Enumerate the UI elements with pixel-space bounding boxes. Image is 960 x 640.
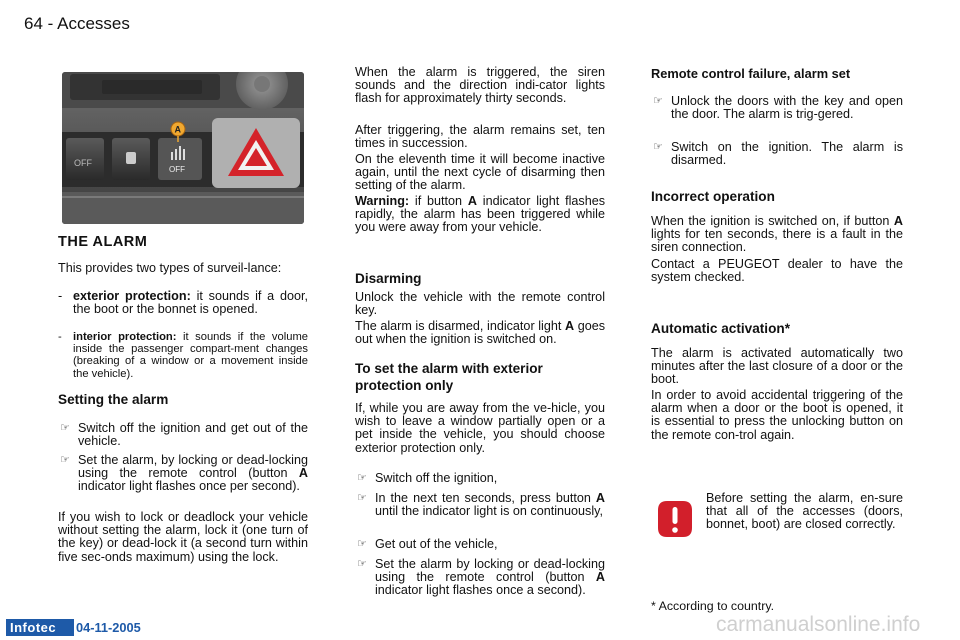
- disarming-para-2: The alarm is disarmed, indicator light A goes out when the ignition is switched on.: [355, 319, 606, 347]
- setting-heading: Setting the alarm: [58, 392, 169, 407]
- incorrect-operation-heading: Incorrect operation: [651, 189, 775, 204]
- setting-paragraph: If you wish to lock or deadlock your vehicle without setting the alarm, lock it (one turn of the key) or dead-lock it (a second turn within five sec-onds maximum) using the lock.: [58, 510, 308, 564]
- hand-pointer-icon: ☞: [357, 538, 367, 550]
- warning-exclamation-icon: [657, 500, 693, 543]
- warning-paragraph: Warning: if button A indicator light flashes rapidly, the alarm has been triggered while you were away from your vehicle.: [355, 194, 606, 235]
- warning-box-text: Before setting the alarm, en-sure that all of the accesses (doors, bonnet, boot) are closed correctly.: [706, 491, 903, 532]
- exterior-only-para: If, while you are away from the ve-hicle, you wish to leave a window partially open or a pet inside the vehicle, you should choose exterior protection only.: [355, 401, 605, 455]
- disarming-heading: Disarming: [355, 271, 422, 286]
- svg-text:OFF: OFF: [74, 158, 92, 168]
- hand-pointer-icon: ☞: [653, 141, 663, 153]
- dashboard-illustration: [62, 72, 304, 224]
- print-date: 04-11-2005: [76, 620, 141, 635]
- watermark: carmanualsonline.info: [716, 613, 921, 636]
- trigger-para-3: On the eleventh time it will become inactive again, until the next cycle of disarming then setting of the alarm.: [355, 152, 605, 193]
- infotec-logo: Infotec: [6, 619, 74, 636]
- incorrect-para-2: Contact a PEUGEOT dealer to have the system checked.: [651, 257, 903, 285]
- remote-failure-heading: Remote control failure, alarm set: [651, 66, 851, 81]
- trigger-para-2: After triggering, the alarm remains set, ten times in succession.: [355, 123, 605, 151]
- remote-bullet-2: ☞ Switch on the ignition. The alarm is disarmed.: [653, 140, 903, 168]
- page-number: 64: [24, 14, 43, 33]
- hand-pointer-icon: ☞: [60, 454, 70, 466]
- incorrect-para-1: When the ignition is switched on, if button A lights for ten seconds, there is a fault in the siren connection.: [651, 214, 904, 255]
- alarm-button-photo: [62, 72, 304, 224]
- hand-pointer-icon: ☞: [60, 422, 70, 434]
- callout-a-label: A: [174, 124, 181, 135]
- exterior-protection-label: exterior protection:: [73, 289, 191, 303]
- remote-bullet-1: ☞ Unlock the doors with the key and open the door. The alarm is trig-gered.: [653, 94, 903, 122]
- hand-pointer-icon: ☞: [357, 558, 367, 570]
- alarm-intro: This provides two types of surveil-lance:: [58, 261, 282, 275]
- warning-label: Warning:: [355, 194, 410, 208]
- interior-protection-item: - interior protection: it sounds if the volume inside the passenger compart-ment changes (breaking of a window or a movement inside the vehicle).: [58, 331, 308, 380]
- disarming-para-1: Unlock the vehicle with the remote control key.: [355, 290, 605, 318]
- page-header: [24, 14, 130, 34]
- alarm-heading: THE ALARM: [58, 234, 148, 250]
- exterior-protection-item: - exterior protection: it sounds if a door, the boot or the bonnet is opened.: [58, 289, 308, 317]
- exterior-bullet-2: ☞ In the next ten seconds, press button A until the indicator light is on continuously,: [357, 491, 606, 519]
- exterior-bullet-1: ☞ Switch off the ignition,: [357, 471, 498, 485]
- hand-pointer-icon: ☞: [653, 95, 663, 107]
- padlock-icon: [126, 152, 136, 164]
- exterior-bullet-3: ☞ Get out of the vehicle,: [357, 537, 498, 551]
- hand-pointer-icon: ☞: [357, 492, 367, 504]
- exterior-only-heading: To set the alarm with exterior protection only: [355, 361, 543, 393]
- exterior-bullet-4: ☞ Set the alarm by locking or dead-locking using the remote control (button A indicator light flashes once a second).: [357, 557, 605, 598]
- page-title: - Accesses: [47, 14, 130, 33]
- setting-bullet-1: ☞ Switch off the ignition and get out of the vehicle.: [60, 421, 308, 449]
- automatic-para-1: The alarm is activated automatically two minutes after the last closure of a door or the boot.: [651, 346, 903, 387]
- setting-bullet-2: ☞ Set the alarm, by locking or dead-locking using the remote control (button A indicator light flashes once per second).: [60, 453, 308, 494]
- hand-pointer-icon: ☞: [357, 472, 367, 484]
- automatic-activation-heading: Automatic activation*: [651, 321, 790, 336]
- automatic-para-2: In order to avoid accidental triggering of the alarm when a door or the boot is opened, it is essential to press the unlocking button on the remote con-trol again.: [651, 388, 903, 442]
- footnote: * According to country.: [651, 599, 775, 613]
- interior-protection-label: interior protection:: [73, 331, 177, 343]
- trigger-para-1: When the alarm is triggered, the siren sounds and the direction indi-cator lights flash for approximately thirty seconds.: [355, 65, 605, 106]
- off-label: OFF: [169, 165, 185, 174]
